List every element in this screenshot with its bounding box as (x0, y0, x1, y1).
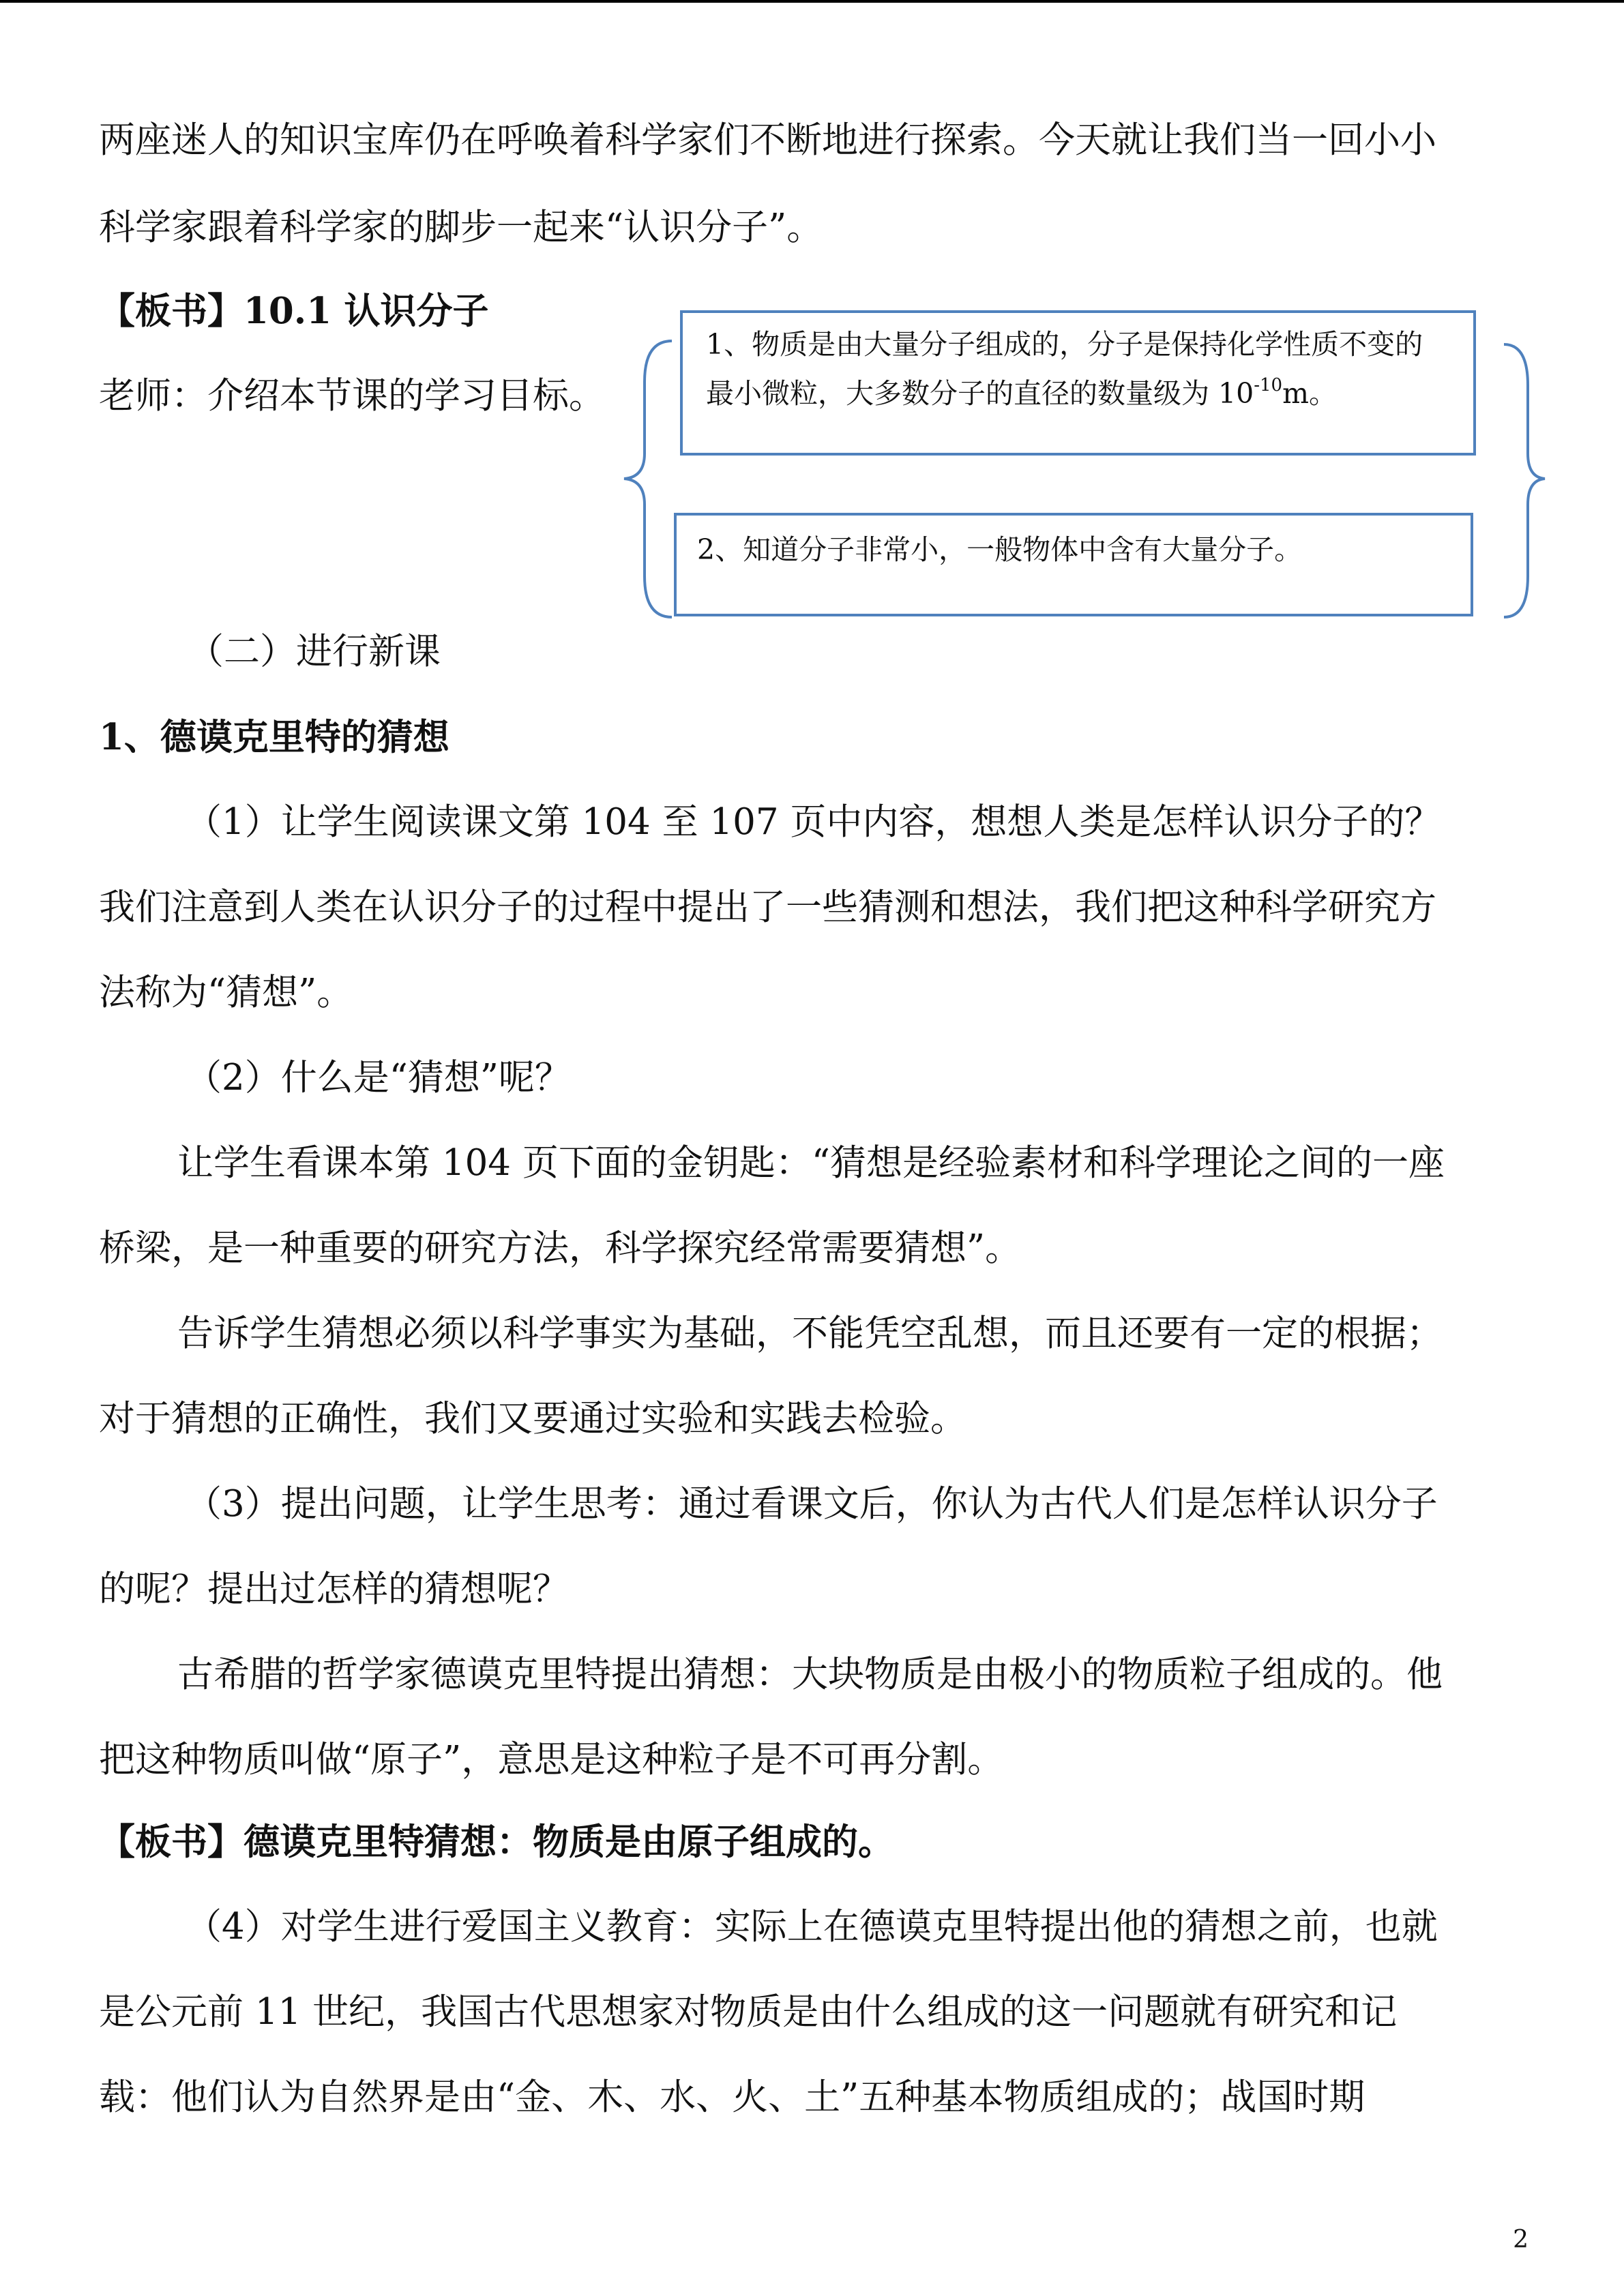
paragraph-line: （2）什么是“猜想”呢？ (186, 1057, 571, 1099)
paragraph-line: 科学家跟着科学家的脚步一起来“认识分子”。 (99, 207, 823, 248)
paragraph-line: 我们注意到人类在认识分子的过程中提出了一些猜测和想法，我们把这种科学研究方 (99, 886, 1436, 928)
paragraph-line: 老师：介绍本节课的学习目标。 (99, 375, 605, 417)
learning-goal-box-1 (680, 310, 1476, 456)
goal-1-line-1: 1、物质是由大量分子组成的，分子是保持化学性质不变的 (706, 328, 1423, 361)
exponent: -10 (1254, 375, 1283, 396)
blackboard-heading: 【板书】10.1 认识分子 (99, 290, 489, 332)
goal-1-line-2: 最小微粒，大多数分子的直径的数量级为 $10^{-10}m$。 (706, 375, 1337, 410)
paragraph-line: 法称为“猜想”。 (99, 972, 353, 1013)
paragraph-line: 让学生看课本第 104 页下面的金钥匙：“猜想是经验素材和科学理论之间的一座 (177, 1142, 1445, 1184)
page-number: 2 (1513, 2226, 1529, 2254)
paragraph-line: 对于猜想的正确性，我们又要通过实验和实践去检验。 (99, 1398, 966, 1440)
paragraph-line: 告诉学生猜想必须以科学事实为基础，不能凭空乱想，而且还要有一定的根据； (177, 1313, 1443, 1354)
paragraph-line: 载：他们认为自然界是由“金、木、水、火、土”五种基本物质组成的；战国时期 (99, 2076, 1365, 2118)
blackboard-heading: 【板书】德谟克里特猜想：物质是由原子组成的。 (99, 1821, 894, 1863)
paragraph-line: （3）提出问题，让学生思考：通过看课文后，你认为古代人们是怎样认识分子 (186, 1483, 1438, 1525)
paragraph-line: 的呢？提出过怎样的猜想呢？ (99, 1568, 569, 1610)
paragraph-line: （4）对学生进行爱国主义教育：实际上在德谟克里特提出他的猜想之前，也就 (186, 1906, 1438, 1948)
paragraph-line: 古希腊的哲学家德谟克里特提出猜想：大块物质是由极小的物质粒子组成的。他 (177, 1654, 1443, 1695)
paragraph-line: 两座迷人的知识宝库仍在呼唤着科学家们不断地进行探索。今天就让我们当一回小小 (99, 119, 1436, 161)
goal-2-text: 2、知道分子非常小，一般物体中含有大量分子。 (697, 533, 1303, 566)
section-heading: （二）进行新课 (188, 631, 441, 672)
paragraph-line: 桥梁，是一种重要的研究方法，科学探究经常需要猜想”。 (99, 1227, 1022, 1269)
subsection-heading: 1、德谟克里特的猜想 (99, 716, 449, 758)
paragraph-line: （1）让学生阅读课文第 104 至 107 页中内容，想想人类是怎样认识分子的？ (186, 801, 1441, 843)
paragraph-line: 是公元前 11 世纪，我国古代思想家对物质是由什么组成的这一问题就有研究和记 (99, 1991, 1398, 2033)
paragraph-line: 把这种物质叫做“原子”，意思是这种粒子是不可再分割。 (99, 1739, 1004, 1780)
learning-goal-box-2 (674, 513, 1473, 616)
